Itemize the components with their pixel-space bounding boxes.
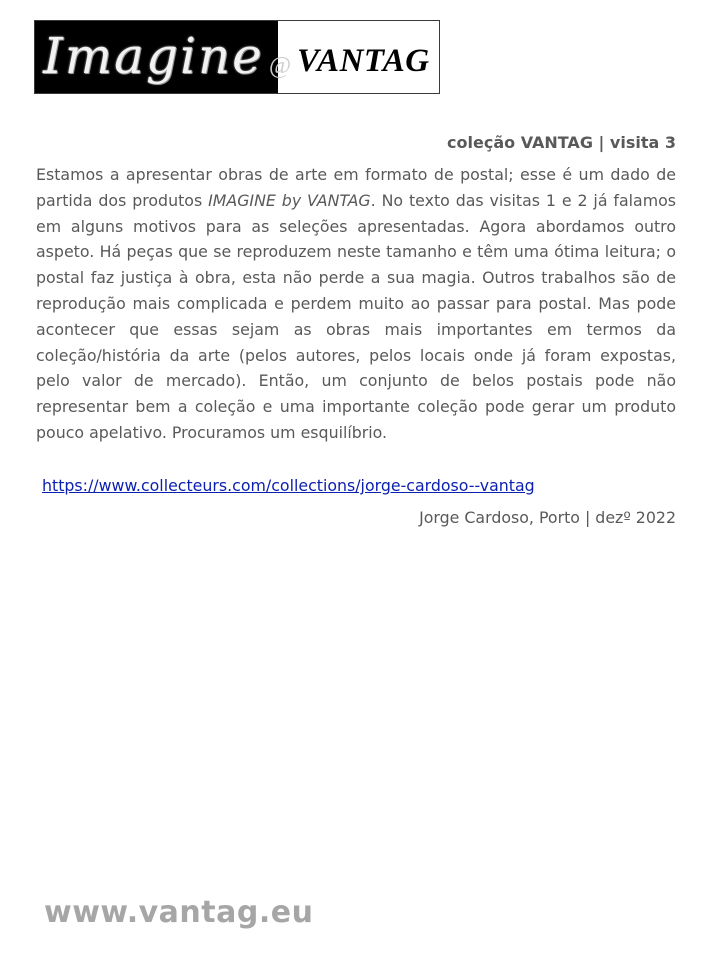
body-text-part2: . No texto das visitas 1 e 2 já falamos em alguns motivos para as seleções apresentadas. Agora abordamos outro aspeto. Há peças que se reproduzem neste tamanho e têm uma ótima leitura; o postal faz justiça à obra, esta não perde a sua magia. Outros trabalhos são de reprodução mais complicada e perdem muito ao passar para postal. Mas pode acontecer que essas sejam as obras mais importantes em termos da coleção/história da arte (pelos autores, pelos locais onde já foram expostas, pelo valor de mercado). Então, um conjunto de belos postais pode não representar bem a coleção e uma importante coleção pode gerar um produto pouco apelativo. Procuramos um esquilíbrio. <box>36 190 676 442</box>
brand-logo <box>34 20 440 94</box>
body-text-part1: Estamos a apresentar obras de arte em formato de postal; esse é um dado de partida dos produtos <box>36 165 676 210</box>
footer-website: www.vantag.eu <box>44 895 314 930</box>
logo-brand-name: VANTAG <box>297 43 430 79</box>
body-paragraph <box>36 162 676 446</box>
page-title: coleção VANTAG | visita 3 <box>447 133 676 152</box>
logo-script-text: Imagine <box>43 27 264 85</box>
author-signature: Jorge Cardoso, Porto | dezº 2022 <box>419 508 676 527</box>
collection-link[interactable]: https://www.collecteurs.com/collections/jorge-cardoso--vantag <box>42 476 535 495</box>
logo-at-sign: @ <box>269 53 292 79</box>
body-text-emphasis: IMAGINE by VANTAG <box>208 190 371 210</box>
